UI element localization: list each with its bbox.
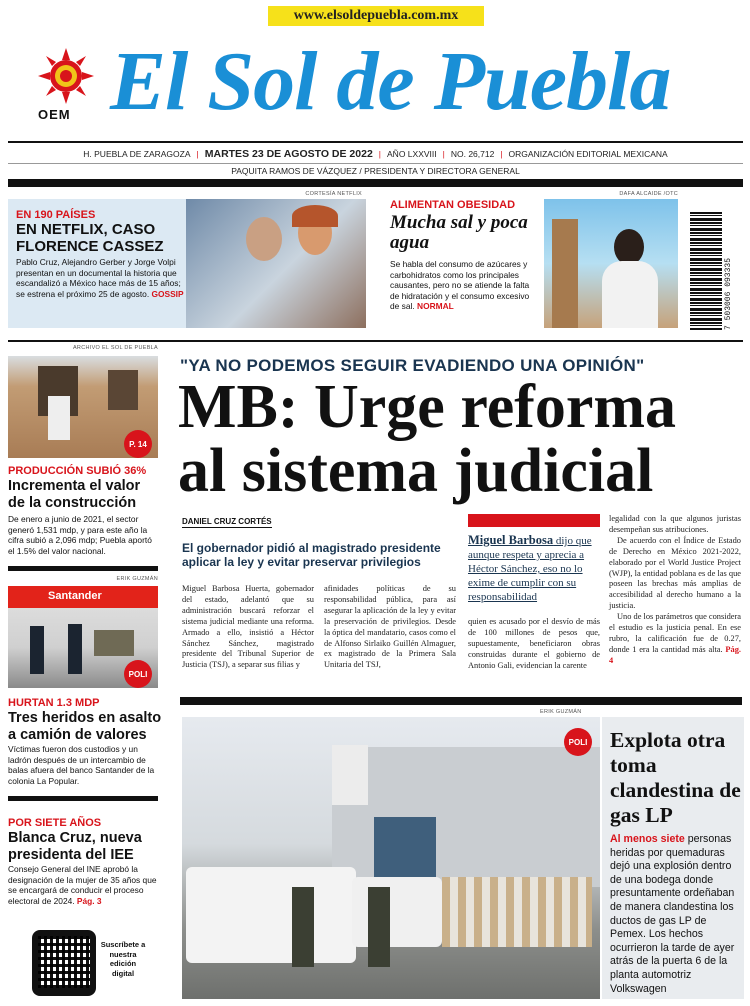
qr-text: Suscríbete a nuestra edición digital (100, 940, 146, 978)
main-deck: El gobernador pidió al magistrado presidente aplicar la ley y evitar preservar privilegios (182, 541, 441, 569)
site-url[interactable]: www.elsoldepuebla.com.mx (293, 8, 459, 23)
pull-quote-name: Miguel Barbosa (468, 533, 554, 547)
photo-credit: ERIK GUZMÁN (540, 709, 582, 715)
page-ref: Pág. 3 (76, 895, 102, 906)
rule (8, 179, 743, 187)
dateline-city: H. PUEBLA DE ZARAGOZA (83, 149, 191, 159)
side-title[interactable]: Incrementa el valor de la construcción (8, 478, 141, 511)
bottom-title[interactable]: Explota otra toma clandestina de gas LP (610, 728, 741, 827)
explosion-scene-photo (182, 717, 600, 999)
photo-credit: CORTESÍA NETFLIX (305, 191, 362, 197)
dateline-org: ORGANIZACIÓN EDITORIAL MEXICANA (508, 149, 668, 159)
rule (8, 796, 158, 801)
promo-salt[interactable] (386, 191, 678, 328)
director-line: PAQUITA RAMOS DE VÁZQUEZ / PRESIDENTA Y DIRECTORA GENERAL (231, 166, 520, 176)
byline: DANIEL CRUZ CORTÉS (182, 517, 272, 526)
main-col-3: quien es acusado por el desvío de más de 100 millones de pesos que, supuestamente, beneficiaron obras construidas durante el gobierno de Antonio Gali, evidencian la carente (468, 617, 600, 670)
qr-code-icon (38, 936, 90, 988)
promo-title[interactable]: EN NETFLIX, CASO FLORENCE CASSEZ (16, 221, 164, 255)
oem-label: OEM (38, 107, 71, 122)
section-badge[interactable]: POLI (564, 728, 592, 756)
barcode-bars (690, 212, 722, 330)
rule (8, 566, 158, 571)
side-kicker: PRODUCCIÓN SUBIÓ 36% (8, 465, 147, 477)
main-col-1: Miguel Barbosa Huerta, gobernador del estado, adelantó que su administración buscará reforzar el sistema judicial mediante una reforma. Armado a ello, insistió a Héctor Sánchez Sánchez, magistrado presidente del Tribunal Superior de Justicia (TSJ), a separar sus filias y (182, 584, 314, 670)
side-title[interactable]: Blanca Cruz, nueva presidenta del IEE (8, 830, 142, 863)
promo-body: Pablo Cruz, Alejandro Gerber y Jorge Volpi presentan en un documental la historia que escandalizó a México hace más de 15 años; se estrena el próximo 25 de agosto. GOSSIP (16, 257, 184, 299)
side-body: Consejo General del INE aprobó la designación de la mujer de 35 años que se encargará de conducir el proceso electoral de 2024. Pág. 3 (8, 864, 157, 906)
page-badge[interactable]: P. 14 (124, 430, 152, 458)
page-ref: Pág. 4 (609, 644, 741, 665)
pull-quote: Miguel Barbosa dijo que aunque respeta y aprecia a Héctor Sánchez, eso no lo exime de cumplir con su responsabilidad (468, 533, 592, 603)
promo-kicker: EN 190 PAÍSES (16, 209, 96, 221)
section-tag: NORMAL (417, 301, 454, 312)
main-col-2: afinidades políticas de su responsabilidad pública, para así asegurar la aplicación de la ley y evitar la preservación de privilegios. Desde la óptica del mandatario, casos como el de Alfonso Sirlaiko Guillén Almaguer, ex magistrado de la Primera Sala Unitaria del TSJ, (324, 584, 456, 670)
side-title[interactable]: Tres heridos en asalto a camión de valores (8, 710, 162, 743)
dateline-year: AÑO LXXVIII (387, 149, 437, 159)
pull-quote-bar (468, 514, 600, 527)
rule (180, 697, 742, 705)
promo-title[interactable]: Mucha sal y poca agua (390, 212, 528, 253)
section-badge[interactable]: POLI (124, 660, 152, 688)
qr-promo[interactable] (32, 930, 96, 996)
side-kicker: HURTAN 1.3 MDP (8, 697, 100, 709)
main-headline-2[interactable]: al sistema judicial (178, 437, 654, 505)
promo-netflix[interactable] (8, 191, 366, 328)
masthead-title: El Sol de Puebla (110, 35, 671, 128)
barcode-number: 7 503006 093335 (724, 257, 733, 330)
section-tag: GOSSIP (151, 288, 184, 299)
main-headline-1[interactable]: MB: Urge reforma (178, 373, 677, 441)
photo-credit: DAFA ALCAIDE /OTC (619, 191, 678, 197)
barcode (690, 212, 736, 330)
side-kicker: POR SIETE AÑOS (8, 817, 102, 829)
documentary-photo (186, 199, 366, 328)
rule (8, 163, 743, 164)
side-body: De enero a junio de 2021, el sector generó 1,531 mdp, y para este año la cifra subió a 2,096 mdp; Puebla aportó el 1.5% del valor nacional. (8, 514, 152, 556)
dateline-number: NO. 26,712 (450, 149, 495, 159)
lead-in: Al menos siete (610, 833, 685, 845)
rule (8, 340, 743, 342)
oem-logo (38, 48, 94, 122)
main-col-4: legalidad con la que algunos juristas desempeñan sus atribuciones. De acuerdo con el Índice de Estado de Derecho en México 2021-2022, elaborado por el World Justice Project (WJP), la entidad poblana es de las que poseen las brechas más amplias de accesibilidad al derecho humano a la justicia. Uno de los parámetros que considera el estudio es la justicia penal. En ese rubro, la calificación fue de 0.27, donde 1 era la cantidad más alta. Pág. 4 (609, 514, 741, 665)
promo-body: Se habla del consumo de azúcares y carbohidratos como los principales causantes, pero no se atiende la falta de hidratación y el consumo excesivo de sal. NORMAL (390, 259, 530, 312)
dateline: H. PUEBLA DE ZARAGOZA | MARTES 23 DE AGOSTO DE 2022 | AÑO LXXVIII | NO. 26,712 | ORGANIZACIÓN EDITORIAL MEXICANA (83, 148, 668, 160)
side-body: Víctimas fueron dos custodios y un ladrón después de un intercambio de balas afuera del banco Santander de la colonia La Popular. (8, 744, 155, 786)
main-quote: "YA NO PODEMOS SEGUIR EVADIENDO UNA OPINIÓN" (180, 356, 645, 375)
promo-kicker: ALIMENTAN OBESIDAD (390, 199, 516, 211)
bottom-body: Al menos siete personas heridas por quemaduras dejó una explosión dentro de una bodega donde presuntamente ordeñaban de manera clandestina los ductos de gas LP de Pemex. Los hechos ocurrieron la tarde de ayer atrás de la puerta 6 de la planta automotriz Volkswagen (610, 833, 735, 995)
photo-credit: ERIK GUZMÁN (116, 576, 158, 582)
bank-sign: Santander (48, 590, 102, 602)
url-banner (268, 6, 484, 26)
rule (8, 141, 743, 143)
woman-drinking-photo (544, 199, 678, 328)
dateline-date: MARTES 23 DE AGOSTO DE 2022 (204, 148, 373, 160)
photo-credit: ARCHIVO EL SOL DE PUEBLA (72, 345, 158, 351)
sun-logo-icon (38, 48, 94, 104)
